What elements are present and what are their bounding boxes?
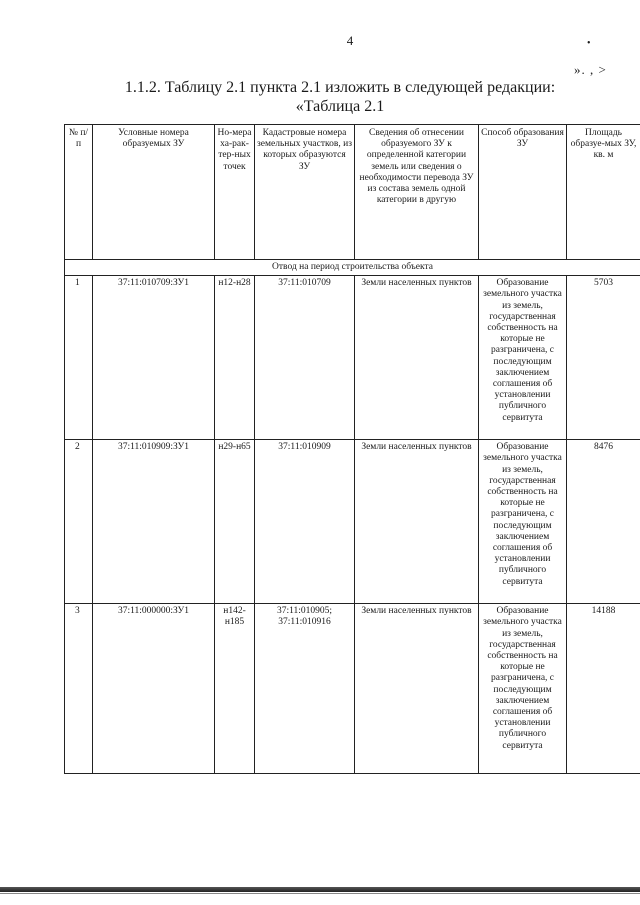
header-area: Площадь образуе-мых ЗУ, кв. м: [567, 125, 640, 260]
row-number: 2: [65, 440, 93, 604]
section-title: Отвод на период строительства объекта: [65, 260, 640, 276]
header-method: Способ образования ЗУ: [479, 125, 567, 260]
scan-border-line: [0, 893, 640, 894]
page-number: 4: [346, 33, 354, 48]
row-points: н142-н185: [215, 604, 255, 774]
row-points: н29-н65: [215, 440, 255, 604]
amendment-heading: [60, 78, 620, 116]
row-category: Земли населенных пунктов: [355, 276, 479, 440]
table-row: [65, 604, 640, 774]
row-method: Образование земельного участка из земель, государственная собственность на которые не разграничена, с последующим заключением соглашения об установлении публичного сервитута: [479, 604, 567, 774]
header-zu-number: Условные номера образуемых ЗУ: [93, 125, 215, 260]
row-method: Образование земельного участка из земель, государственная собственность на которые не разграничена, с последующим заключением соглашения об установлении публичного сервитута: [479, 440, 567, 604]
row-cadastral: 37:11:010909: [255, 440, 355, 604]
scan-border-bottom: [0, 887, 640, 892]
row-category: Земли населенных пунктов: [355, 604, 479, 774]
row-number: 1: [65, 276, 93, 440]
scan-mark-right: ». , >: [574, 62, 607, 77]
row-area: 8476: [567, 440, 640, 604]
row-zu: 37:11:010709:ЗУ1: [93, 276, 215, 440]
row-number: 3: [65, 604, 93, 774]
heading-line-2: «Таблица 2.1: [295, 98, 385, 115]
row-zu: 37:11:000000:ЗУ1: [93, 604, 215, 774]
table-row: [65, 440, 640, 604]
scan-mark-top: •: [587, 38, 591, 49]
header-category: Сведения об отнесении образуемого ЗУ к определенной категории земель или сведения о необходимости перевода ЗУ из состава земель одной категории в другую: [355, 125, 479, 260]
section-row: [65, 260, 640, 276]
row-zu: 37:11:010909:ЗУ1: [93, 440, 215, 604]
table-header-row: [65, 125, 640, 260]
header-points: Но-мера ха-рак-тер-ных точек: [215, 125, 255, 260]
heading-line-1: 1.1.2. Таблицу 2.1 пункта 2.1 изложить в следующей редакции:: [124, 79, 556, 96]
land-plots-table: [64, 124, 640, 774]
row-method: Образование земельного участка из земель, государственная собственность на которые не разграничена, с последующим заключением соглашения об установлении публичного сервитута: [479, 276, 567, 440]
row-area: 5703: [567, 276, 640, 440]
row-cadastral: 37:11:010905; 37:11:010916: [255, 604, 355, 774]
table-row: [65, 276, 640, 440]
header-number: № п/п: [65, 125, 93, 260]
header-cadastral: Кадастровые номера земельных участков, из которых образуются ЗУ: [255, 125, 355, 260]
row-area: 14188: [567, 604, 640, 774]
row-points: н12-н28: [215, 276, 255, 440]
row-cadastral: 37:11:010709: [255, 276, 355, 440]
row-category: Земли населенных пунктов: [355, 440, 479, 604]
